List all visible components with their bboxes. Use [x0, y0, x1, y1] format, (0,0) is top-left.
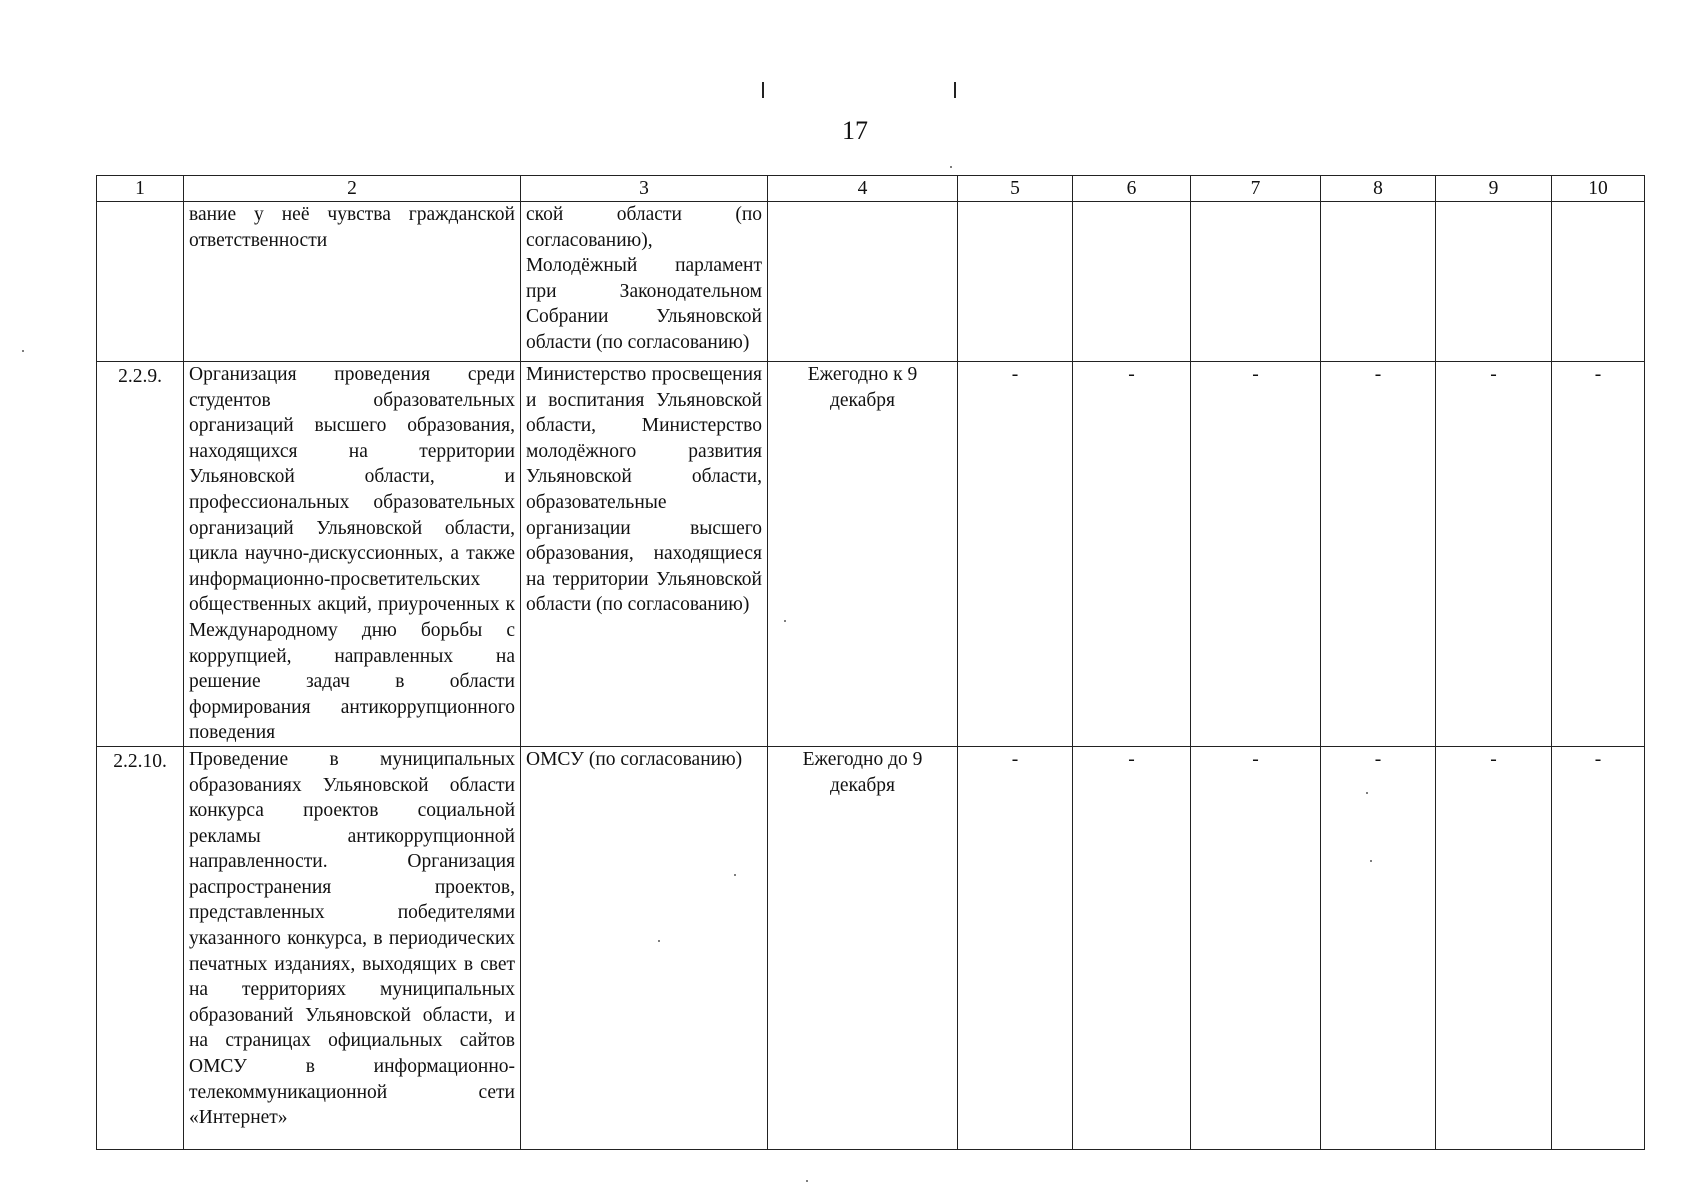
- value-cell: -: [1321, 746, 1436, 1149]
- scan-speck: [950, 166, 952, 168]
- column-header: 8: [1321, 176, 1436, 202]
- value-cell: -: [1191, 362, 1321, 747]
- column-header: 5: [958, 176, 1073, 202]
- value-cell: -: [1073, 746, 1191, 1149]
- item-number: 2.2.10.: [97, 746, 184, 1149]
- measure-title: Проведение в муниципальных образованиях Ульяновской области конкурса проектов социальной рекламы антикоррупционной направленности. Организация распространения проектов, представленных победителями указанного конкурса, в периодических печатных изданиях, выходящих в свет на территориях муниципальных образований Ульяновской области, и на страницах официальных сайтов ОМСУ в информационно-телекоммуникационной сети «Интернет»: [184, 746, 521, 1149]
- table-header-row: [97, 176, 1645, 202]
- column-header: 3: [521, 176, 768, 202]
- value-cell: -: [1073, 362, 1191, 747]
- item-number: 2.2.9.: [97, 362, 184, 747]
- item-number: [97, 202, 184, 362]
- measure-title: Организация проведения среди студентов образовательных организаций высшего образования, находящихся на территории Ульяновской области, и профессиональных образовательных организаций Ульяновской области, цикла научно-дискуссионных, а также информационно-просветительских общественных акций, приуроченных к Международному дню борьбы с коррупцией, направленных на решение задач в области формирования антикоррупционного поведения: [184, 362, 521, 747]
- value-cell: [1552, 202, 1645, 362]
- value-cell: -: [958, 362, 1073, 747]
- column-header: 7: [1191, 176, 1321, 202]
- term: [768, 202, 958, 362]
- column-header: 2: [184, 176, 521, 202]
- scan-mark: [954, 82, 956, 98]
- value-cell: -: [958, 746, 1073, 1149]
- value-cell: [958, 202, 1073, 362]
- scan-speck: [22, 350, 24, 352]
- table-row: [97, 362, 1645, 747]
- column-header: 6: [1073, 176, 1191, 202]
- measure-title: вание у неё чувства гражданской ответственности: [184, 202, 521, 362]
- term: Ежегодно к 9 декабря: [768, 362, 958, 747]
- column-header: 10: [1552, 176, 1645, 202]
- value-cell: -: [1436, 746, 1552, 1149]
- column-header: 4: [768, 176, 958, 202]
- value-cell: -: [1321, 362, 1436, 747]
- executor: ОМСУ (по согласованию): [521, 746, 768, 1149]
- column-header: 1: [97, 176, 184, 202]
- table-row: [97, 202, 1645, 362]
- column-header: 9: [1436, 176, 1552, 202]
- value-cell: [1321, 202, 1436, 362]
- page-number: 17: [842, 116, 868, 145]
- executor: Министерство просвещения и воспитания Ульяновской области, Министерство молодёжного развития Ульяновской области, образовательные организации высшего образования, находящиеся на территории Ульяновской области (по согласованию): [521, 362, 768, 747]
- scan-mark: [762, 82, 764, 98]
- value-cell: [1191, 202, 1321, 362]
- value-cell: [1073, 202, 1191, 362]
- value-cell: -: [1552, 746, 1645, 1149]
- table-row: [97, 746, 1645, 1149]
- value-cell: [1436, 202, 1552, 362]
- value-cell: -: [1191, 746, 1321, 1149]
- value-cell: -: [1552, 362, 1645, 747]
- scan-speck: [806, 1180, 808, 1182]
- plan-table: [96, 175, 1645, 1150]
- term: Ежегодно до 9 декабря: [768, 746, 958, 1149]
- value-cell: -: [1436, 362, 1552, 747]
- executor: ской области (по согласованию), Молодёжный парламент при Законодательном Собрании Ульяновской области (по согласованию): [521, 202, 768, 362]
